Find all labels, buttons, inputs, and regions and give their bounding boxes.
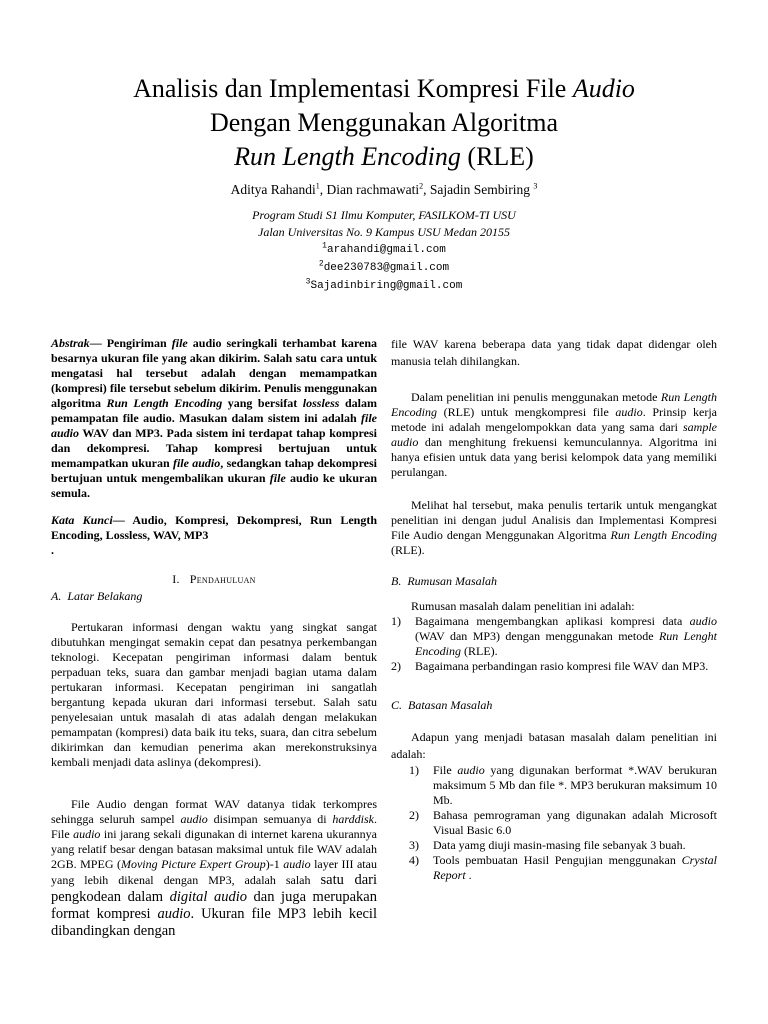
title-line-1: Analisis dan Implementasi Kompresi File Audio (133, 74, 635, 103)
abstract: Abstrak— Pengiriman file audio seringkali terhambat karena besarnya ukuran file yang akan dikirim. Salah satu cara untuk mengatasi hal tersebut adalah dengan memampatkan (kompresi) file tersebut sebelum dikirim. Penulis menggunakan algoritma Run Length Encoding yang bersifat lossless dalam pemampatan file audio. Masukan dalam sistem ini adalah file audio WAV dan MP3. Pada sistem ini terdapat tahap kompresi dan dekompresi. Tahap kompresi bertujuan untuk memampatkan ukuran file audio, sedangkan tahap dekompresi bertujuan untuk mengembalikan ukuran file audio ke ukuran semula. (51, 336, 378, 500)
subsection-heading-b: B. Rumusan Masalah (391, 574, 498, 588)
list-item: 2) Bahasa pemrograman yang digunakan adalah Microsoft Visual Basic 6.0 (409, 808, 717, 837)
affiliation: Program Studi S1 Ilmu Komputer, FASILKOM-TI USU Jalan Universitas No. 9 Kampus USU Medan 20155 (252, 208, 516, 239)
list-item: 4) Tools pembuatan Hasil Pengujian menggunakan Crystal Report . (409, 853, 717, 882)
list-item: 3) Data yamg diuji masin-masing file sebanyak 3 buah. (409, 838, 686, 852)
list-item: 1) File audio yang digunakan berformat *.WAV berukuran maksimum 5 Mb dan file *. MP3 berukuran maksimum 10 Mb. (409, 763, 717, 807)
section-heading: I. Pendahuluan (172, 572, 256, 586)
paragraph-wav-mp3: File Audio dengan format WAV datanya tidak terkompres sehingga seluruh sampel audio disimpan semuanya di harddisk. File audio ini jarang sekali digunakan di internet karena ukurannya yang relatif besar dengan batasan maksimal untuk file WAV adalah 2GB. MPEG (Moving Picture Expert Group)-1 audio layer III atau yang lebih dikenal dengan MP3, adalah salah satu dari pengkodean dalam digital audio dan juga merupakan format kompresi audio. Ukuran file MP3 lebih kecil dibandingkan dengan (51, 797, 378, 939)
batasan-list (391, 763, 717, 883)
paragraph-intro: Pertukaran informasi dengan waktu yang singkat sangat dibutuhkan mengingat semakin cepat dan pesatnya perkembangan teknologi. Kecepatan pengiriman informasi dalam bentuk perpaduan teks, suara dan gambar menjadi bagian utama dalam pertukaran informasi. Kecepatan pengiriman ini sangatlah bergantung kepada ukuran dari informasi tersebut. Salah satu penyelesaian untuk masalah di atas adalah dengan melakukan pemampatan (kompresi) data baik itu teks, suara, dan citra sebelum dikirimkan dan kemudian penerima akan merekonstruksinya kembali menjadi data aslinya (dekompresi). (51, 620, 377, 769)
batasan-intro: Adapun yang menjadi batasan masalah dalam penelitian ini adalah: (391, 730, 717, 761)
paper-title (0, 72, 768, 174)
paragraph-wav-continued: file WAV karena beberapa data yang tidak dapat didengar oleh manusia telah dihilangkan. (391, 337, 717, 368)
paragraph-purpose: Melihat hal tersebut, maka penulis tertarik untuk mengangkat penelitian ini dengan judul Analisis dan Implementasi Kompresi File Audio dengan Menggunakan Algoritma Run Length Encoding (RLE). (391, 498, 718, 557)
keywords-dot: . (51, 543, 54, 557)
paragraph-method: Dalam penelitian ini penulis menggunakan metode Run Length Encoding (RLE) untuk mengkompresi file audio. Prinsip kerja metode ini adalah mengelompokkan data yang sama dari sample audio dan menghitung frekuensi kemunculannya. Algoritma ini hanya efisien untuk data yang berisi kelompok data yang memiliki perulangan. (391, 390, 717, 479)
keywords: Kata Kunci— Audio, Kompresi, Dekompresi, Run Length Encoding, Lossless, WAV, MP3 (51, 513, 378, 542)
email-list (0, 241, 768, 295)
subsection-heading-a: A. Latar Belakang (51, 589, 143, 603)
rumusan-list (391, 614, 717, 674)
title-line-3: Run Length Encoding (RLE) (234, 142, 534, 171)
title-line-2: Dengan Menggunakan Algoritma (209, 108, 559, 137)
rumusan-intro: Rumusan masalah dalam penelitian ini adalah: (411, 599, 635, 613)
right-column (391, 336, 717, 883)
subsection-heading-c: C. Batasan Masalah (391, 698, 493, 712)
email-3: $^3$Sajadinbiring@gmail.com (305, 277, 463, 292)
email-1: $^1$arahandi@gmail.com (322, 241, 446, 256)
email-2: $^2$dee230783@gmail.com (318, 259, 450, 274)
left-column (51, 336, 377, 940)
list-item: 1) Bagaimana mengembangkan aplikasi kompresi data audio (WAV dan MP3) dengan menggunakan metode Run Lenght Encoding (RLE). (391, 614, 718, 658)
list-item: 2) Bagaimana perbandingan rasio kompresi file WAV dan MP3. (391, 659, 709, 673)
author-list: Aditya Rahandi$^1$, Dian rachmawati$^2$, Sajadin Sembiring $^3$ (230, 181, 538, 197)
